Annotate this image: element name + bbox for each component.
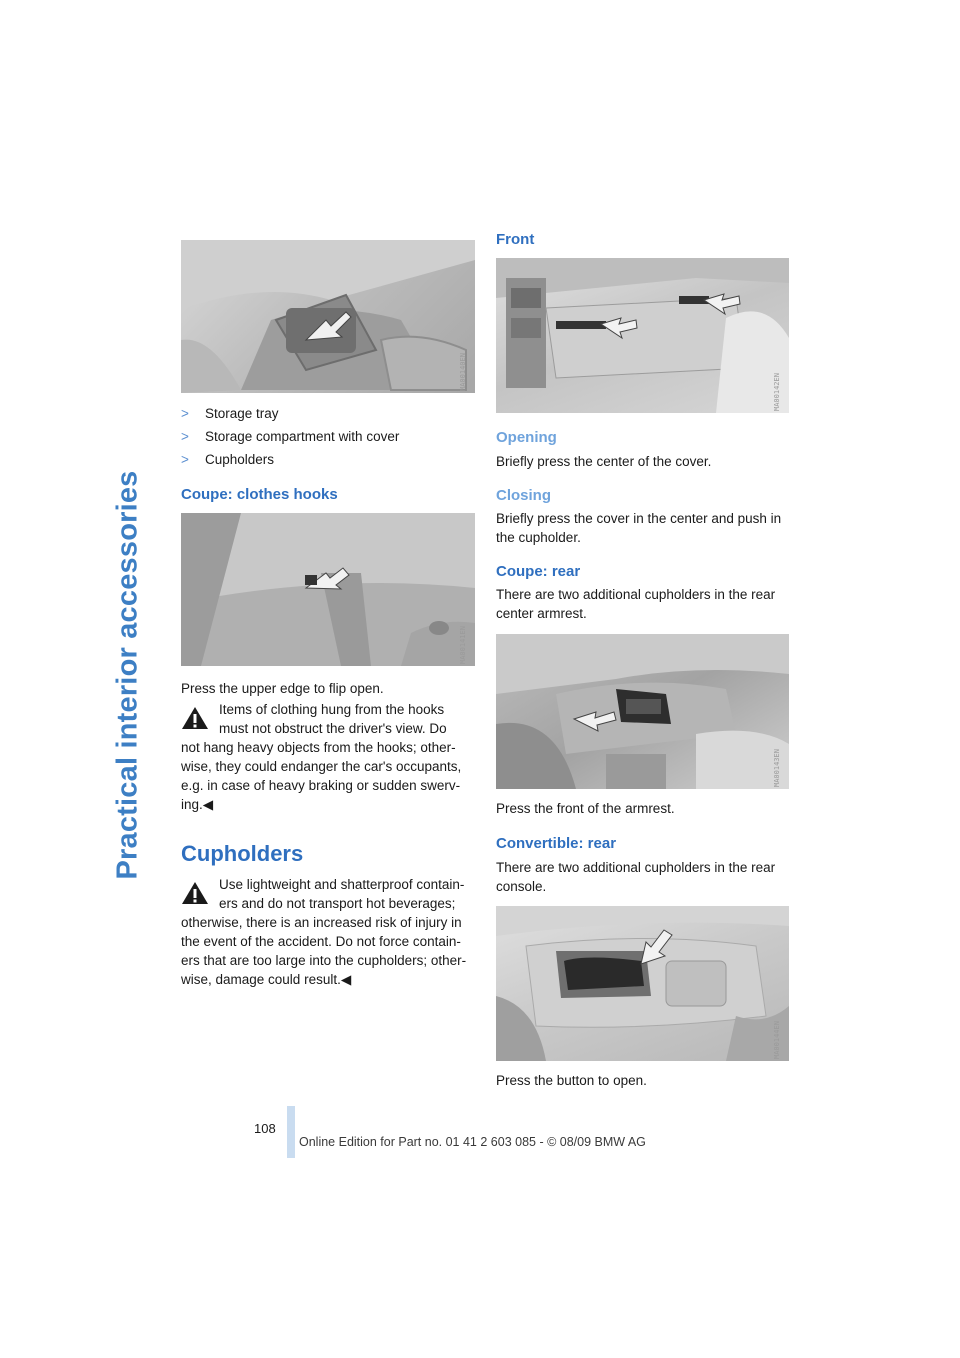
warning-line: must not obstruct the driver's view. Do xyxy=(219,721,447,736)
list-item-text: Cupholders xyxy=(205,452,275,467)
footer-edition: Online Edition for Part no. 01 41 2 603 085 - © 08/09 BMW AG xyxy=(299,1135,646,1149)
clothes-hooks-heading: Coupe: clothes hooks xyxy=(181,486,338,503)
list-item xyxy=(181,404,279,423)
bullet-marker: > xyxy=(181,452,189,467)
warning-line: ers that are too large into the cupholders; other- xyxy=(181,953,467,968)
warning-line: e.g. in case of heavy braking or sudden swerv- xyxy=(181,778,461,793)
warning-line: Use lightweight and shatterproof contain- xyxy=(219,877,465,892)
list-item xyxy=(181,450,274,469)
bullet-marker: > xyxy=(181,406,189,421)
opening-text: Briefly press the center of the cover. xyxy=(496,454,712,469)
coupe-rear-armrest-photo xyxy=(496,634,789,789)
convertible-rear-text xyxy=(496,858,796,896)
warning-line: Items of clothing hung from the hooks xyxy=(219,702,445,717)
page-number: 108 xyxy=(254,1121,276,1136)
storage-tray-photo xyxy=(181,240,475,393)
warning-line: ers and do not transport hot beverages; xyxy=(219,896,456,911)
cupholders-heading: Cupholders xyxy=(181,841,304,866)
clothes-hooks-instruction: Press the upper edge to flip open. xyxy=(181,681,384,696)
warning-line: wise, they could endanger the car's occupants, xyxy=(181,759,462,774)
text-line: Briefly press the cover in the center and push in xyxy=(496,511,782,526)
warning-line: wise, damage could result.◀ xyxy=(181,972,352,987)
closing-text xyxy=(496,509,796,547)
section-title: Practical interior accessories xyxy=(111,470,144,880)
convertible-rear-caption: Press the button to open. xyxy=(496,1073,647,1088)
front-heading: Front xyxy=(496,231,535,248)
coupe-rear-text xyxy=(496,585,796,623)
list-item-text: Storage tray xyxy=(205,406,279,421)
text-line: console. xyxy=(496,879,547,894)
text-line: There are two additional cupholders in the rear xyxy=(496,587,776,602)
warning-line: the event of the accident. Do not force contain- xyxy=(181,934,461,949)
text-line: There are two additional cupholders in the rear xyxy=(496,860,776,875)
text-line: the cupholder. xyxy=(496,530,581,545)
opening-heading: Opening xyxy=(496,429,557,446)
warning-line: ing.◀ xyxy=(181,797,214,812)
text-line: center armrest. xyxy=(496,606,587,621)
list-item xyxy=(181,427,399,446)
image-code: MA00141EN xyxy=(459,626,467,664)
image-code: MA00143EN xyxy=(773,749,781,787)
convertible-rear-heading: Convertible: rear xyxy=(496,835,617,852)
bullet-marker: > xyxy=(181,429,189,444)
warning-line: not hang heavy objects from the hooks; other- xyxy=(181,740,456,755)
front-cupholder-photo xyxy=(496,258,789,413)
list-item-text: Storage compartment with cover xyxy=(205,429,400,444)
cupholders-warning xyxy=(181,875,481,989)
closing-heading: Closing xyxy=(496,487,551,504)
image-code: MA00144EN xyxy=(773,1021,781,1059)
footer-accent-bar xyxy=(287,1106,295,1158)
image-code: MA00142EN xyxy=(773,373,781,411)
clothes-hooks-photo xyxy=(181,513,475,666)
warning-line: otherwise, there is an increased risk of injury in xyxy=(181,915,462,930)
convertible-rear-console-photo xyxy=(496,906,789,1061)
image-code: MA00140EN xyxy=(459,353,467,391)
clothes-hooks-warning xyxy=(181,700,481,814)
coupe-rear-heading: Coupe: rear xyxy=(496,563,581,580)
coupe-rear-caption: Press the front of the armrest. xyxy=(496,801,675,816)
